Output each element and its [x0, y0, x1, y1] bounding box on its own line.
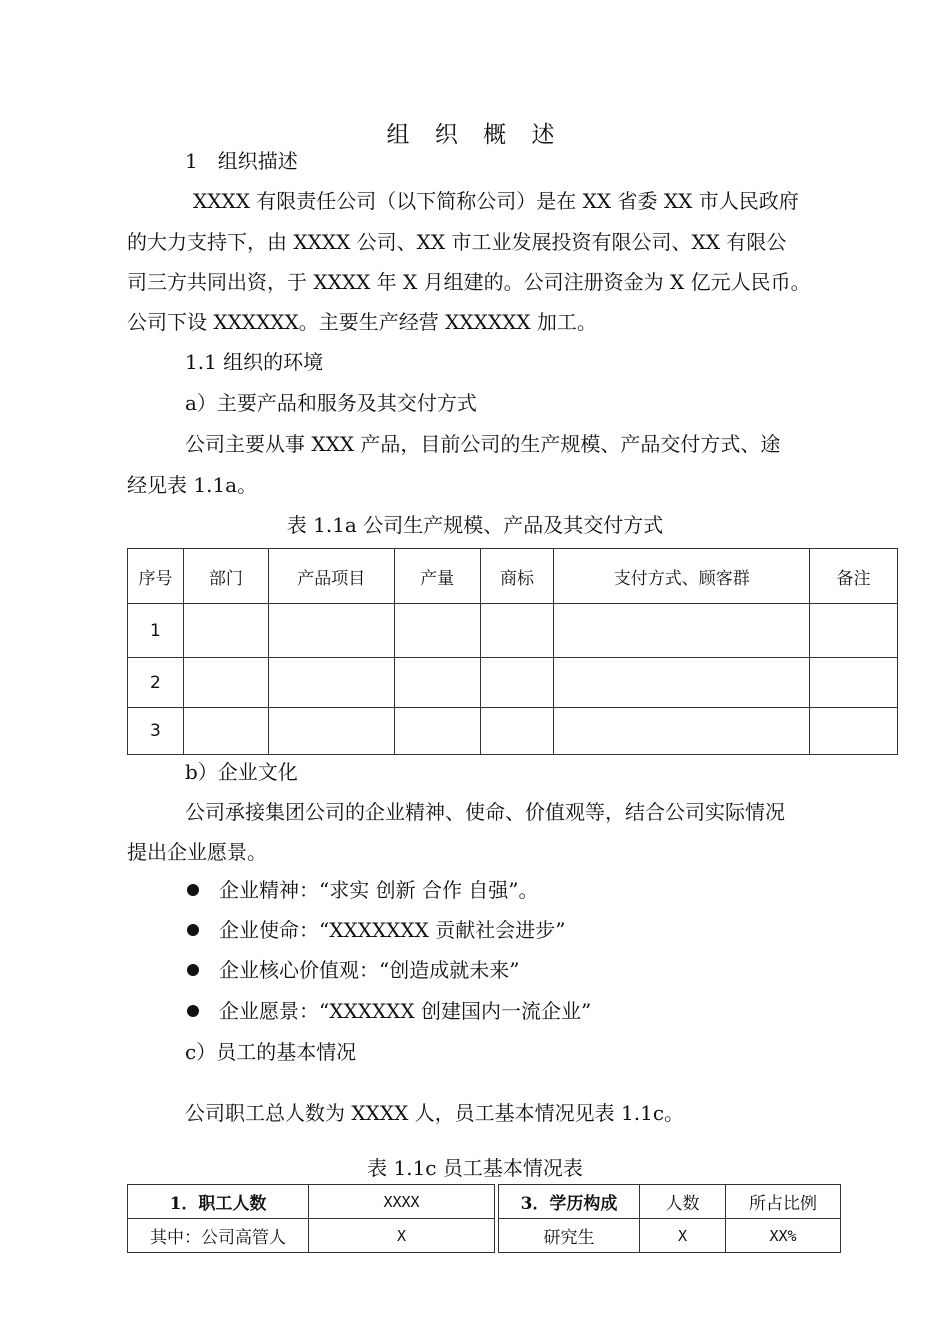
table-cell: 1 [128, 604, 184, 658]
table-header-cell: 支付方式、顾客群 [554, 549, 810, 604]
table-row [128, 658, 898, 708]
table-row [128, 708, 898, 755]
table-cell [810, 658, 898, 708]
table-header-cell: 商标 [480, 549, 554, 604]
bullet-item-values: 企业核心价值观：“创造成就未来” [219, 958, 520, 982]
production-table [127, 548, 898, 755]
table-cell: 3 [128, 708, 184, 755]
table-cell [810, 604, 898, 658]
section-heading-b: b）企业文化 [185, 760, 298, 784]
table-cell: 人数 [640, 1185, 726, 1219]
bullet-icon [187, 921, 199, 940]
table-header-cell: 备注 [810, 549, 898, 604]
table-cell: 3．学历构成 [499, 1185, 640, 1219]
table-header-cell: 序号 [128, 549, 184, 604]
table-row [128, 1219, 841, 1253]
table-cell [394, 604, 480, 658]
table-cell [394, 708, 480, 755]
table-cell [268, 708, 394, 755]
page-title: 组 织 概 述 [386, 122, 564, 148]
section-heading-1-1: 1.1 组织的环境 [185, 350, 324, 374]
table-cell: 2 [128, 658, 184, 708]
para3-line2: 提出企业愿景。 [127, 840, 267, 864]
table-cell [183, 604, 268, 658]
para4: 公司职工总人数为 XXXX 人，员工基本情况见表 1.1c。 [185, 1101, 685, 1125]
para1-line1: XXXX 有限责任公司（以下简称公司）是在 XX 省委 XX 市人民政府 [193, 189, 799, 213]
table-cell [480, 604, 554, 658]
table-cell [810, 708, 898, 755]
table-cell: X [640, 1219, 726, 1253]
table-cell [480, 708, 554, 755]
table-cell [554, 708, 810, 755]
table1-caption: 表 1.1a 公司生产规模、产品及其交付方式 [286, 513, 664, 537]
table-row [128, 604, 898, 658]
bullet-icon [187, 1002, 199, 1021]
table-cell: 研究生 [499, 1219, 640, 1253]
table-header-cell: 产品项目 [268, 549, 394, 604]
table-cell: 所占比例 [726, 1185, 841, 1219]
table-cell [394, 658, 480, 708]
bullet-icon [187, 881, 199, 900]
section-heading-1: 1 组织描述 [185, 149, 298, 173]
table-cell [268, 658, 394, 708]
table-cell [183, 658, 268, 708]
table-header-cell: 部门 [183, 549, 268, 604]
table-cell [554, 604, 810, 658]
bullet-item-vision: 企业愿景：“XXXXXX 创建国内一流企业” [219, 999, 592, 1023]
staff-table [127, 1184, 841, 1253]
para3-line1: 公司承接集团公司的企业精神、使命、价值观等，结合公司实际情况 [185, 800, 785, 824]
table-cell [480, 658, 554, 708]
bullet-icon [187, 961, 199, 980]
table-row [128, 1185, 841, 1219]
table-cell: 1．职工人数 [128, 1185, 309, 1219]
table-cell [268, 604, 394, 658]
table-cell: XX% [726, 1219, 841, 1253]
table-cell: X [309, 1219, 495, 1253]
section-heading-c: c）员工的基本情况 [185, 1040, 357, 1064]
table-cell: XXXX [309, 1185, 495, 1219]
table2-caption: 表 1.1c 员工基本情况表 [367, 1156, 583, 1180]
table-header-cell: 产量 [394, 549, 480, 604]
para1-line3: 司三方共同出资，于 XXXX 年 X 月组建的。公司注册资金为 X 亿元人民币。 [127, 270, 811, 294]
para2-line2: 经见表 1.1a。 [127, 473, 258, 497]
table-cell [183, 708, 268, 755]
section-heading-a: a）主要产品和服务及其交付方式 [185, 391, 477, 415]
table-cell [554, 658, 810, 708]
para1-line2: 的大力支持下，由 XXXX 公司、XX 市工业发展投资有限公司、XX 有限公 [127, 230, 787, 254]
bullet-item-spirit: 企业精神：“求实 创新 合作 自强”。 [219, 878, 539, 902]
para2-line1: 公司主要从事 XXX 产品，目前公司的生产规模、产品交付方式、途 [185, 432, 781, 456]
bullet-item-mission: 企业使命：“XXXXXXX 贡献社会进步” [219, 918, 566, 942]
table-cell: 其中：公司高管人 [128, 1219, 309, 1253]
para1-line4: 公司下设 XXXXXX。主要生产经营 XXXXXX 加工。 [127, 310, 597, 334]
